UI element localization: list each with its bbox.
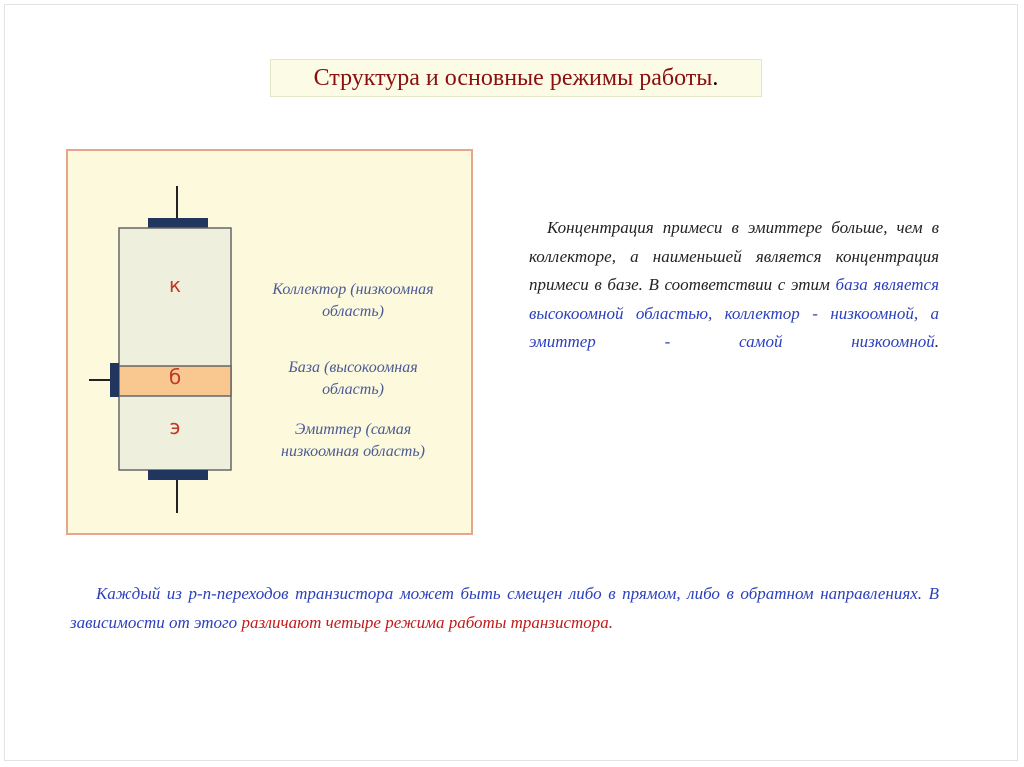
concentration-paragraph [529, 214, 939, 357]
collector-contact [148, 218, 208, 228]
emitter-letter: э [169, 415, 181, 439]
paragraph1-end: . [934, 332, 939, 352]
collector-description: Коллектор (низкоомная область) [272, 281, 434, 320]
transistor-structure-figure [66, 149, 473, 535]
base-contact [110, 363, 119, 397]
title-dot: . [712, 65, 719, 91]
base-letter: б [168, 365, 182, 389]
transistor-diagram [68, 151, 471, 533]
emitter-contact [148, 470, 208, 480]
modes-paragraph [70, 580, 939, 637]
paragraph2-text: Каждый из p-n-переходов транзистора может быть смещен либо в прямом, либо в обратном направлениях. В зависимости от этого [70, 584, 939, 632]
paragraph1-highlight: база является высокоомной областью, коллектор - низкоомной, а эмиттер - самой низкоомной [529, 275, 940, 352]
page-title [270, 59, 762, 97]
collector-letter: к [168, 273, 182, 297]
paragraph1-text: Концентрация примеси в эмиттере больше, чем в коллекторе, а наименьшей является концентрация примеси в базе. В соответствии с этим [529, 218, 939, 295]
paragraph2-highlight: различают четыре режима работы транзистора. [241, 612, 614, 632]
emitter-description: Эмиттер (самая низкоомная область) [281, 421, 425, 460]
base-description: База (высокоомная область) [288, 359, 418, 398]
title-text: Структура и основные режимы работы [313, 65, 713, 91]
